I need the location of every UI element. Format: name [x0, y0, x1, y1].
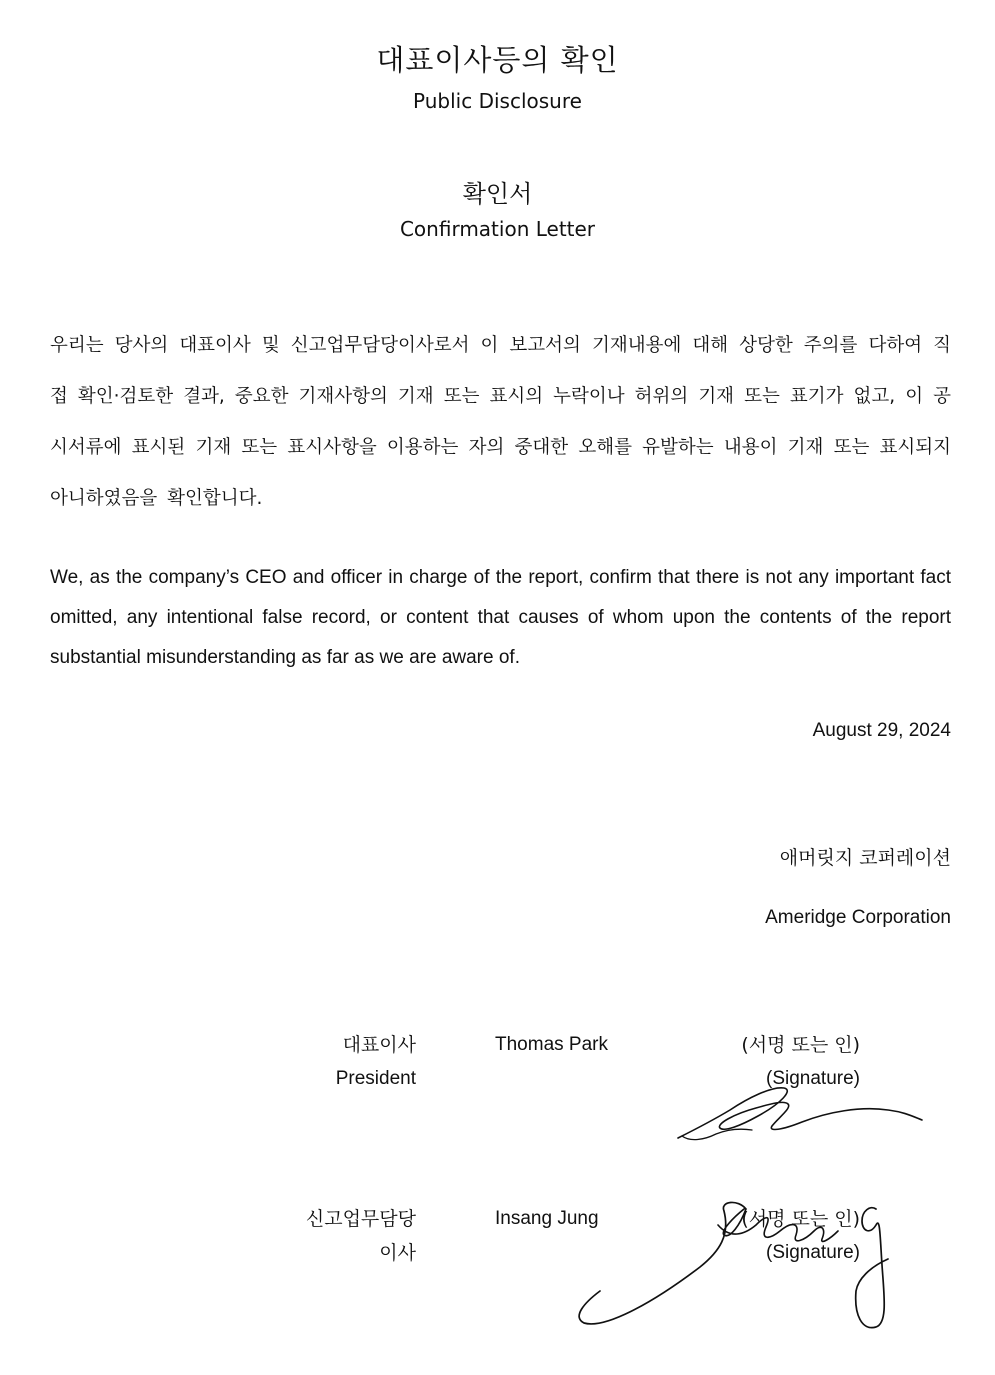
signature-label-english: (Signature) — [766, 1242, 860, 1263]
document-title-english: Public Disclosure — [413, 89, 582, 113]
signature-label-korean: (서명 또는 인) — [741, 1034, 860, 1056]
confirmation-paragraph-korean: 우리는 당사의 대표이사 및 신고업무담당이사로서 이 보고서의 기재내용에 대해 상당한 주의를 다하여 직접 확인·검토한 결과, 중요한 기재사항의 기재 또는 표시의 누락이나 허위의 기재 또는 표기가 없고, 이 공시서류에 표시된 기재 또는 표시사항을 이용하는 자의 중대한 오해를 유발하는 내용이 기재 또는 표시되지 아니하였음을 확인합니다. — [50, 335, 951, 509]
signatory-name: Thomas Park — [495, 1034, 608, 1055]
signature-label-english: (Signature) — [766, 1068, 860, 1089]
document-title-korean: 대표이사등의 확인 — [376, 43, 619, 77]
confirmation-paragraph-english: We, as the company’s CEO and officer in charge of the report, confirm that there is not any important fact omitted, any intentional false record, or content that causes of whom upon the contents of the report substantial misunderstanding as far as we are aware of. — [50, 567, 951, 668]
signature-label-korean: (서명 또는 인) — [741, 1208, 860, 1230]
letter-date: August 29, 2024 — [812, 720, 951, 741]
letter-title-korean: 확인서 — [462, 180, 533, 208]
signature-label — [741, 1028, 860, 1096]
signatory-role — [336, 1028, 416, 1096]
role-korean-line2: 이사 — [379, 1242, 416, 1264]
role-korean: 신고업무담당 — [305, 1208, 416, 1230]
signatory-role — [306, 1202, 416, 1270]
letter-title-english: Confirmation Letter — [399, 217, 596, 241]
company-name-english: Ameridge Corporation — [765, 907, 951, 928]
role-korean: 대표이사 — [342, 1034, 416, 1056]
signatory-name: Insang Jung — [495, 1208, 599, 1229]
signature-label — [741, 1202, 860, 1270]
company-name-korean: 애머릿지 코퍼레이션 — [779, 847, 951, 869]
role-english: President — [335, 1068, 416, 1089]
